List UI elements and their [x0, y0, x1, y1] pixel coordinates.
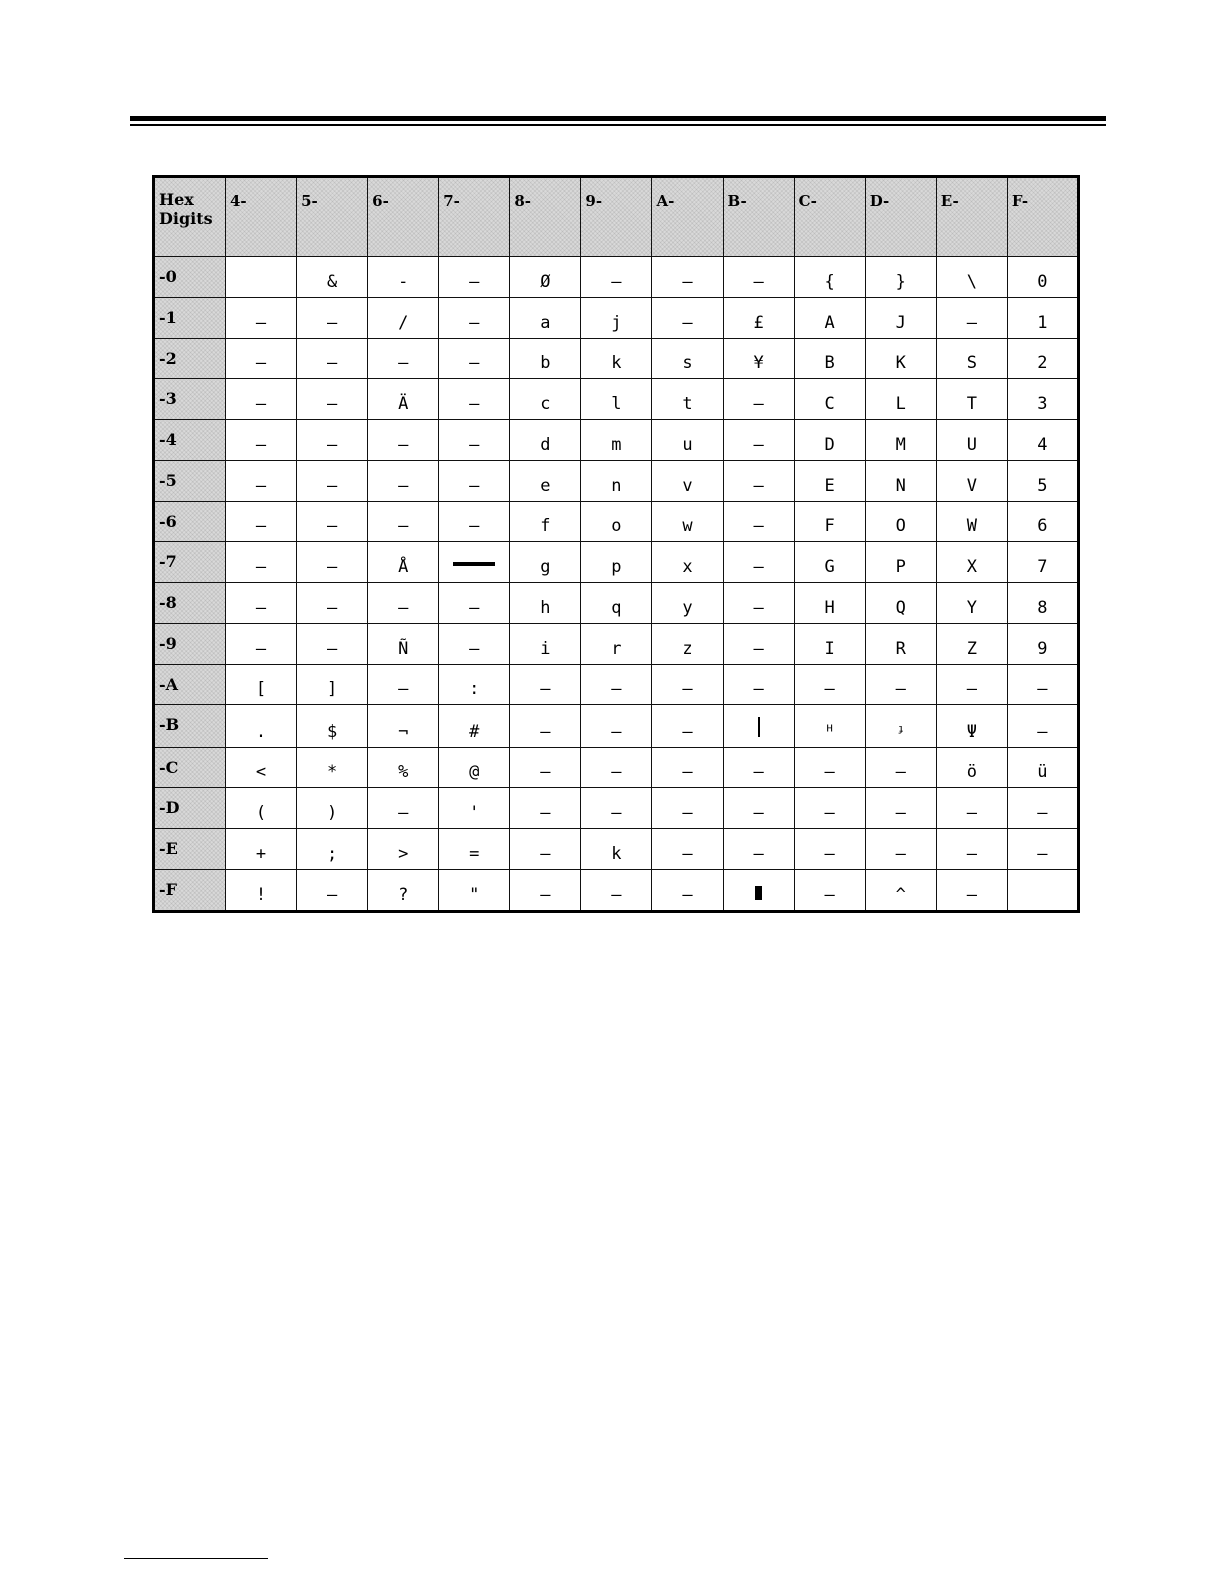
- glyph-cell: –: [226, 542, 297, 583]
- vertical-bar-glyph: [758, 717, 760, 737]
- column-header: 7-: [439, 177, 510, 257]
- glyph-cell: (: [226, 788, 297, 829]
- glyph-cell: –: [581, 788, 652, 829]
- row-header: -1: [154, 297, 226, 338]
- table-row: [154, 297, 1079, 338]
- glyph-cell: R: [865, 623, 936, 664]
- glyph-cell: d: [510, 420, 581, 461]
- row-header: -9: [154, 623, 226, 664]
- glyph-cell: L: [865, 379, 936, 420]
- glyph-cell: –: [297, 297, 368, 338]
- glyph-cell: –: [865, 664, 936, 705]
- column-header: 9-: [581, 177, 652, 257]
- glyph-cell: –: [439, 257, 510, 298]
- glyph-cell: –: [936, 297, 1007, 338]
- glyph-cell: –: [581, 664, 652, 705]
- glyph-cell: %: [368, 747, 439, 788]
- glyph-cell: –: [439, 338, 510, 379]
- glyph-cell: O: [865, 501, 936, 542]
- glyph-cell: c: [510, 379, 581, 420]
- glyph-cell: Z: [936, 623, 1007, 664]
- glyph-cell: J: [865, 297, 936, 338]
- glyph-cell: –: [439, 583, 510, 624]
- glyph-cell: p: [581, 542, 652, 583]
- glyph-cell: 9: [1007, 623, 1078, 664]
- column-header: 5-: [297, 177, 368, 257]
- glyph-cell: –: [794, 829, 865, 870]
- table-body: [154, 257, 1079, 912]
- glyph-cell: –: [1007, 664, 1078, 705]
- glyph-cell: –: [581, 747, 652, 788]
- column-header: 6-: [368, 177, 439, 257]
- long-bar-glyph: [453, 562, 495, 566]
- table-row: [154, 420, 1079, 461]
- glyph-cell: 7: [1007, 542, 1078, 583]
- glyph-cell: *: [297, 747, 368, 788]
- glyph-cell: Q: [865, 583, 936, 624]
- glyph-cell: P: [865, 542, 936, 583]
- glyph-cell: –: [652, 747, 723, 788]
- glyph-cell: –: [652, 257, 723, 298]
- glyph-cell: 1: [1007, 297, 1078, 338]
- glyph-cell-empty: [226, 257, 297, 298]
- glyph-cell: –: [297, 623, 368, 664]
- glyph-cell: –: [723, 788, 794, 829]
- glyph-cell: –: [368, 664, 439, 705]
- glyph-cell: g: [510, 542, 581, 583]
- column-header: F-: [1007, 177, 1078, 257]
- table-row: [154, 788, 1079, 829]
- glyph-cell: ᶡ: [865, 705, 936, 747]
- glyph-cell: z: [652, 623, 723, 664]
- header-rule-thick: [130, 116, 1106, 121]
- glyph-cell: B: [794, 338, 865, 379]
- glyph-cell: 0: [1007, 257, 1078, 298]
- glyph-cell: m: [581, 420, 652, 461]
- row-header: -A: [154, 664, 226, 705]
- glyph-cell: ": [439, 869, 510, 911]
- glyph-cell: –: [368, 501, 439, 542]
- glyph-cell: £: [723, 297, 794, 338]
- glyph-cell: –: [1007, 788, 1078, 829]
- table-row: [154, 379, 1079, 420]
- glyph-cell: G: [794, 542, 865, 583]
- glyph-cell: $: [297, 705, 368, 747]
- glyph-cell: –: [723, 747, 794, 788]
- glyph-cell: y: [652, 583, 723, 624]
- glyph-cell: D: [794, 420, 865, 461]
- glyph-cell: 2: [1007, 338, 1078, 379]
- hex-character-table: [152, 175, 1080, 913]
- glyph-cell: –: [723, 623, 794, 664]
- glyph-cell: Ø: [510, 257, 581, 298]
- column-header: D-: [865, 177, 936, 257]
- glyph-cell: s: [652, 338, 723, 379]
- row-header: -F: [154, 869, 226, 911]
- glyph-cell-block: [723, 869, 794, 911]
- glyph-cell: ¥: [723, 338, 794, 379]
- glyph-cell: –: [936, 664, 1007, 705]
- glyph-cell: –: [1007, 829, 1078, 870]
- glyph-cell: /: [368, 297, 439, 338]
- table-row: [154, 460, 1079, 501]
- glyph-cell: w: [652, 501, 723, 542]
- glyph-cell: –: [652, 664, 723, 705]
- footer-rule: [124, 1558, 268, 1559]
- glyph-cell: E: [794, 460, 865, 501]
- glyph-cell: ü: [1007, 747, 1078, 788]
- glyph-cell: –: [723, 379, 794, 420]
- glyph-cell: {: [794, 257, 865, 298]
- table-row: [154, 664, 1079, 705]
- glyph-cell-vertical-bar: [723, 705, 794, 747]
- row-header: -D: [154, 788, 226, 829]
- glyph-cell: –: [723, 501, 794, 542]
- glyph-cell: –: [439, 379, 510, 420]
- glyph-cell: M: [865, 420, 936, 461]
- glyph-cell: n: [581, 460, 652, 501]
- glyph-cell: –: [1007, 705, 1078, 747]
- glyph-cell: –: [865, 829, 936, 870]
- glyph-cell: –: [723, 257, 794, 298]
- glyph-cell: Ñ: [368, 623, 439, 664]
- table-row: [154, 705, 1079, 747]
- column-header: C-: [794, 177, 865, 257]
- glyph-cell: –: [510, 705, 581, 747]
- glyph-cell: Å: [368, 542, 439, 583]
- row-header: -5: [154, 460, 226, 501]
- glyph-cell: –: [368, 788, 439, 829]
- glyph-cell: -: [368, 257, 439, 298]
- glyph-cell: –: [368, 420, 439, 461]
- corner-label-line2: Digits: [159, 209, 213, 228]
- row-header: -3: [154, 379, 226, 420]
- glyph-cell: A: [794, 297, 865, 338]
- glyph-cell: X: [936, 542, 1007, 583]
- glyph-cell: x: [652, 542, 723, 583]
- glyph-cell: –: [723, 829, 794, 870]
- glyph-cell: #: [439, 705, 510, 747]
- glyph-cell: H: [794, 583, 865, 624]
- table-row: [154, 829, 1079, 870]
- table-row: [154, 583, 1079, 624]
- glyph-cell: W: [936, 501, 1007, 542]
- glyph-cell: –: [794, 747, 865, 788]
- glyph-cell: q: [581, 583, 652, 624]
- glyph-cell: U: [936, 420, 1007, 461]
- glyph-cell: –: [652, 705, 723, 747]
- glyph-cell: C: [794, 379, 865, 420]
- glyph-cell: \: [936, 257, 1007, 298]
- glyph-cell: ^: [865, 869, 936, 911]
- glyph-cell: T: [936, 379, 1007, 420]
- glyph-cell: K: [865, 338, 936, 379]
- glyph-cell: r: [581, 623, 652, 664]
- glyph-cell: –: [723, 664, 794, 705]
- glyph-cell: –: [439, 623, 510, 664]
- glyph-cell: –: [297, 420, 368, 461]
- row-header: -8: [154, 583, 226, 624]
- header-rule-thin: [130, 124, 1106, 126]
- glyph-cell: ᴴ: [794, 705, 865, 747]
- hex-character-table-container: [152, 175, 1080, 913]
- glyph-cell: –: [368, 338, 439, 379]
- row-header: -2: [154, 338, 226, 379]
- glyph-cell: b: [510, 338, 581, 379]
- table-row: [154, 257, 1079, 298]
- glyph-cell: –: [439, 297, 510, 338]
- row-header: -6: [154, 501, 226, 542]
- glyph-cell: ?: [368, 869, 439, 911]
- glyph-cell: –: [794, 664, 865, 705]
- glyph-cell: –: [439, 420, 510, 461]
- glyph-cell: –: [936, 829, 1007, 870]
- glyph-cell: –: [297, 379, 368, 420]
- glyph-cell: j: [581, 297, 652, 338]
- glyph-cell: –: [723, 583, 794, 624]
- glyph-cell: Y: [936, 583, 1007, 624]
- glyph-cell: &: [297, 257, 368, 298]
- row-header: -B: [154, 705, 226, 747]
- glyph-cell: h: [510, 583, 581, 624]
- glyph-cell: :: [439, 664, 510, 705]
- glyph-cell: !: [226, 869, 297, 911]
- glyph-cell: –: [226, 623, 297, 664]
- glyph-cell: t: [652, 379, 723, 420]
- glyph-cell: –: [226, 297, 297, 338]
- glyph-cell: –: [368, 583, 439, 624]
- glyph-cell: –: [723, 460, 794, 501]
- glyph-cell: –: [297, 869, 368, 911]
- glyph-cell: –: [439, 460, 510, 501]
- glyph-cell: S: [936, 338, 1007, 379]
- glyph-cell: –: [297, 583, 368, 624]
- glyph-cell: .: [226, 705, 297, 747]
- glyph-cell: ]: [297, 664, 368, 705]
- glyph-cell: –: [226, 583, 297, 624]
- glyph-cell: =: [439, 829, 510, 870]
- glyph-cell: ;: [297, 829, 368, 870]
- glyph-cell: –: [581, 705, 652, 747]
- glyph-cell: 4: [1007, 420, 1078, 461]
- glyph-cell: –: [510, 869, 581, 911]
- row-header: -7: [154, 542, 226, 583]
- glyph-cell: –: [865, 747, 936, 788]
- glyph-cell: –: [297, 460, 368, 501]
- glyph-cell: –: [794, 869, 865, 911]
- glyph-cell: k: [581, 338, 652, 379]
- row-header: -4: [154, 420, 226, 461]
- glyph-cell: <: [226, 747, 297, 788]
- glyph-cell: o: [581, 501, 652, 542]
- glyph-cell: –: [226, 460, 297, 501]
- glyph-cell: Ä: [368, 379, 439, 420]
- glyph-cell: –: [936, 788, 1007, 829]
- glyph-cell: –: [865, 788, 936, 829]
- glyph-cell: ): [297, 788, 368, 829]
- glyph-cell: 6: [1007, 501, 1078, 542]
- corner-label-line1: Hex: [159, 190, 194, 209]
- glyph-cell: f: [510, 501, 581, 542]
- column-header: A-: [652, 177, 723, 257]
- glyph-cell-empty: [1007, 869, 1078, 911]
- glyph-cell: –: [510, 788, 581, 829]
- glyph-cell: –: [581, 257, 652, 298]
- glyph-cell: –: [652, 869, 723, 911]
- table-row: [154, 747, 1079, 788]
- table-row: [154, 501, 1079, 542]
- column-header: E-: [936, 177, 1007, 257]
- glyph-cell: I: [794, 623, 865, 664]
- glyph-cell: –: [794, 788, 865, 829]
- glyph-cell: F: [794, 501, 865, 542]
- glyph-cell: ': [439, 788, 510, 829]
- glyph-cell: –: [723, 420, 794, 461]
- glyph-cell: –: [652, 829, 723, 870]
- glyph-cell: –: [297, 338, 368, 379]
- table-row: [154, 542, 1079, 583]
- glyph-cell: –: [297, 501, 368, 542]
- glyph-cell: –: [510, 747, 581, 788]
- glyph-cell: –: [652, 297, 723, 338]
- glyph-cell: 8: [1007, 583, 1078, 624]
- glyph-cell: –: [297, 542, 368, 583]
- glyph-cell: –: [723, 542, 794, 583]
- table-row: [154, 623, 1079, 664]
- glyph-cell: i: [510, 623, 581, 664]
- glyph-cell: l: [581, 379, 652, 420]
- glyph-cell-long-bar: [439, 542, 510, 583]
- corner-header: [154, 177, 226, 257]
- glyph-cell: –: [510, 829, 581, 870]
- glyph-cell: u: [652, 420, 723, 461]
- glyph-cell: ö: [936, 747, 1007, 788]
- glyph-cell: k: [581, 829, 652, 870]
- glyph-cell: 5: [1007, 460, 1078, 501]
- glyph-cell: }: [865, 257, 936, 298]
- column-header: B-: [723, 177, 794, 257]
- glyph-cell: –: [226, 420, 297, 461]
- column-header: 4-: [226, 177, 297, 257]
- glyph-cell: –: [936, 869, 1007, 911]
- block-glyph: [755, 886, 762, 900]
- row-header: -C: [154, 747, 226, 788]
- glyph-cell: V: [936, 460, 1007, 501]
- column-header-row: [154, 177, 1079, 257]
- glyph-cell: @: [439, 747, 510, 788]
- column-header: 8-: [510, 177, 581, 257]
- row-header: -0: [154, 257, 226, 298]
- glyph-cell: –: [510, 664, 581, 705]
- glyph-cell: [: [226, 664, 297, 705]
- glyph-cell: v: [652, 460, 723, 501]
- glyph-cell: –: [652, 788, 723, 829]
- table-row: [154, 869, 1079, 911]
- glyph-cell: +: [226, 829, 297, 870]
- glyph-cell: 3: [1007, 379, 1078, 420]
- row-header: -E: [154, 829, 226, 870]
- glyph-cell: –: [226, 338, 297, 379]
- glyph-cell: e: [510, 460, 581, 501]
- glyph-cell: a: [510, 297, 581, 338]
- glyph-cell: –: [226, 379, 297, 420]
- glyph-cell: >: [368, 829, 439, 870]
- table-row: [154, 338, 1079, 379]
- glyph-cell: Ψ: [936, 705, 1007, 747]
- glyph-cell: –: [226, 501, 297, 542]
- glyph-cell: –: [581, 869, 652, 911]
- glyph-cell: –: [368, 460, 439, 501]
- glyph-cell: N: [865, 460, 936, 501]
- glyph-cell: –: [439, 501, 510, 542]
- glyph-cell: ¬: [368, 705, 439, 747]
